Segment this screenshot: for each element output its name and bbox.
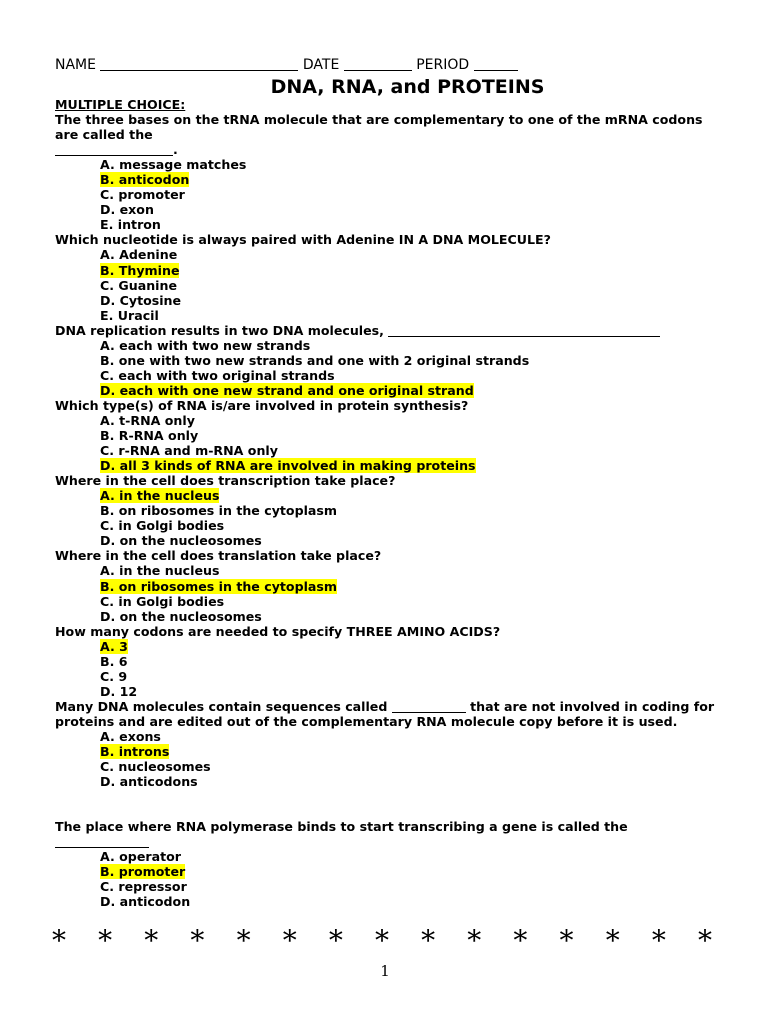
- divider-star: *: [559, 924, 574, 957]
- question-9-option-c: [55, 879, 725, 894]
- question-1-answer-blank: [55, 142, 725, 157]
- spacer: [55, 789, 725, 819]
- question-3-option-a: [55, 338, 725, 353]
- question-6-option-d: [55, 609, 725, 624]
- question-2-option-d: [55, 293, 725, 308]
- question-6-option-a: [55, 563, 725, 578]
- question-7-option-d: [55, 684, 725, 699]
- question-3-option-d: [55, 383, 725, 398]
- divider-star: *: [513, 924, 528, 957]
- question-6-option-b: [55, 579, 725, 594]
- section-label: MULTIPLE CHOICE:: [55, 97, 186, 112]
- option-text-highlighted: A. 3: [100, 638, 128, 654]
- question-2-stem: Which nucleotide is always paired with Adenine IN A DNA MOLECULE?: [55, 232, 551, 248]
- question-1-stem: The three bases on the tRNA molecule that are complementary to one of the mRNA codons are called the: [55, 112, 703, 143]
- question-8-option-a: [55, 729, 725, 744]
- divider-star: *: [328, 924, 343, 957]
- option-text: E. intron: [100, 217, 161, 233]
- divider-star: *: [282, 924, 297, 957]
- question-3-option-b: [55, 353, 725, 368]
- divider-star: *: [697, 924, 712, 957]
- option-text-highlighted: D. each with one new strand and one original strand: [100, 382, 474, 398]
- divider-star: *: [467, 924, 482, 957]
- question-9-option-a: [55, 849, 725, 864]
- option-text: D. 12: [100, 683, 138, 699]
- question-4-option-d: [55, 458, 725, 473]
- question-8-stem-after: that are not involved in coding for proteins and are edited out of the complementary RNA molecule copy before it is used.: [55, 698, 715, 729]
- option-text: A. each with two new strands: [100, 337, 311, 353]
- option-text: D. anticodons: [100, 774, 198, 790]
- answer-blank: [55, 143, 173, 156]
- question-7-option-a: [55, 639, 725, 654]
- question-7-option-b: [55, 654, 725, 669]
- option-text: C. r-RNA and m-RNA only: [100, 443, 278, 459]
- option-text-highlighted: A. in the nucleus: [100, 488, 220, 504]
- divider-star: *: [144, 924, 159, 957]
- question-8-stem: [55, 699, 725, 729]
- star-divider: [52, 924, 712, 957]
- question-3-stem-line: [55, 323, 725, 338]
- option-text-highlighted: B. on ribosomes in the cytoplasm: [100, 578, 338, 594]
- divider-star: *: [52, 924, 66, 957]
- question-2-option-c: [55, 278, 725, 293]
- option-text: C. 9: [100, 668, 128, 684]
- option-text: A. t-RNA only: [100, 412, 195, 428]
- answer-blank: [388, 324, 660, 337]
- question-5-stem: Where in the cell does transcription take place?: [55, 473, 396, 489]
- question-4-option-a: [55, 413, 725, 428]
- question-9-answer-blank: [55, 834, 725, 849]
- period-label: PERIOD: [416, 57, 470, 73]
- divider-star: *: [605, 924, 620, 957]
- option-text: A. operator: [100, 849, 181, 865]
- question-4-stem: Which type(s) of RNA is/are involved in protein synthesis?: [55, 397, 469, 413]
- question-5-option-b: [55, 503, 725, 518]
- option-text: C. repressor: [100, 879, 187, 895]
- option-text-highlighted: B. introns: [100, 744, 170, 760]
- question-5-option-c: [55, 518, 725, 533]
- option-text-highlighted: D. all 3 kinds of RNA are involved in making proteins: [100, 458, 476, 474]
- option-text: A. in the nucleus: [100, 563, 220, 579]
- answer-blank: [55, 835, 149, 848]
- page-number: 1: [380, 962, 390, 980]
- option-text-highlighted: B. promoter: [100, 864, 186, 880]
- divider-star: *: [421, 924, 436, 957]
- question-5-option-d: [55, 533, 725, 548]
- question-7-option-c: [55, 669, 725, 684]
- question-3-stem: DNA replication results in two DNA molecules,: [55, 322, 384, 338]
- option-text: A. Adenine: [100, 247, 178, 263]
- option-text: D. on the nucleosomes: [100, 533, 262, 549]
- option-text: E. Uracil: [100, 307, 159, 323]
- question-8-option-c: [55, 759, 725, 774]
- option-text-highlighted: B. Thymine: [100, 262, 180, 278]
- divider-star: *: [374, 924, 389, 957]
- option-text: B. 6: [100, 653, 128, 669]
- question-1-option-c: [55, 187, 725, 202]
- period-blank: [474, 56, 518, 71]
- option-text: C. nucleosomes: [100, 759, 211, 775]
- option-text: A. message matches: [100, 157, 247, 173]
- option-text: D. Cytosine: [100, 292, 182, 308]
- option-text: D. exon: [100, 202, 154, 218]
- question-8-option-d: [55, 774, 725, 789]
- option-text: C. in Golgi bodies: [100, 518, 225, 534]
- date-label: DATE: [302, 57, 340, 73]
- option-text: A. exons: [100, 728, 161, 744]
- date-blank: [344, 56, 412, 71]
- option-text: C. Guanine: [100, 277, 178, 293]
- divider-star: *: [236, 924, 251, 957]
- name-blank: [100, 56, 298, 71]
- option-text-highlighted: B. anticodon: [100, 172, 190, 188]
- option-text: C. each with two original strands: [100, 367, 335, 383]
- question-8-stem-before: Many DNA molecules contain sequences called: [55, 698, 388, 714]
- option-text: B. R-RNA only: [100, 428, 199, 444]
- page-title: DNA, RNA, and PROTEINS: [270, 76, 545, 98]
- question-1-option-d: [55, 202, 725, 217]
- name-label: NAME: [55, 57, 96, 73]
- question-2-option-a: [55, 247, 725, 262]
- question-6-option-c: [55, 594, 725, 609]
- question-2-option-e: [55, 308, 725, 323]
- question-5-option-a: [55, 488, 725, 503]
- divider-star: *: [190, 924, 205, 957]
- question-1-option-a: [55, 157, 725, 172]
- question-1-option-b: [55, 172, 725, 187]
- option-text: B. one with two new strands and one with 2 original strands: [100, 352, 530, 368]
- question-1-end: .: [173, 142, 178, 158]
- question-9-option-d: [55, 894, 725, 909]
- question-3-option-c: [55, 368, 725, 383]
- option-text: D. anticodon: [100, 894, 191, 910]
- option-text: C. promoter: [100, 187, 185, 203]
- option-text: C. in Golgi bodies: [100, 593, 225, 609]
- question-2-option-b: [55, 263, 725, 278]
- option-text: D. on the nucleosomes: [100, 608, 262, 624]
- divider-star: *: [651, 924, 666, 957]
- question-9-stem: The place where RNA polymerase binds to start transcribing a gene is called the: [55, 819, 628, 835]
- question-8-option-b: [55, 744, 725, 759]
- divider-star: *: [98, 924, 113, 957]
- header-info-line: [55, 56, 518, 73]
- question-6-stem: Where in the cell does translation take place?: [55, 548, 382, 564]
- question-list: [55, 97, 725, 909]
- question-1-option-e: [55, 217, 725, 232]
- answer-blank: [392, 700, 466, 713]
- option-text: B. on ribosomes in the cytoplasm: [100, 503, 338, 519]
- question-4-option-b: [55, 428, 725, 443]
- question-7-stem: How many codons are needed to specify THREE AMINO ACIDS?: [55, 623, 501, 639]
- question-9-option-b: [55, 864, 725, 879]
- question-4-option-c: [55, 443, 725, 458]
